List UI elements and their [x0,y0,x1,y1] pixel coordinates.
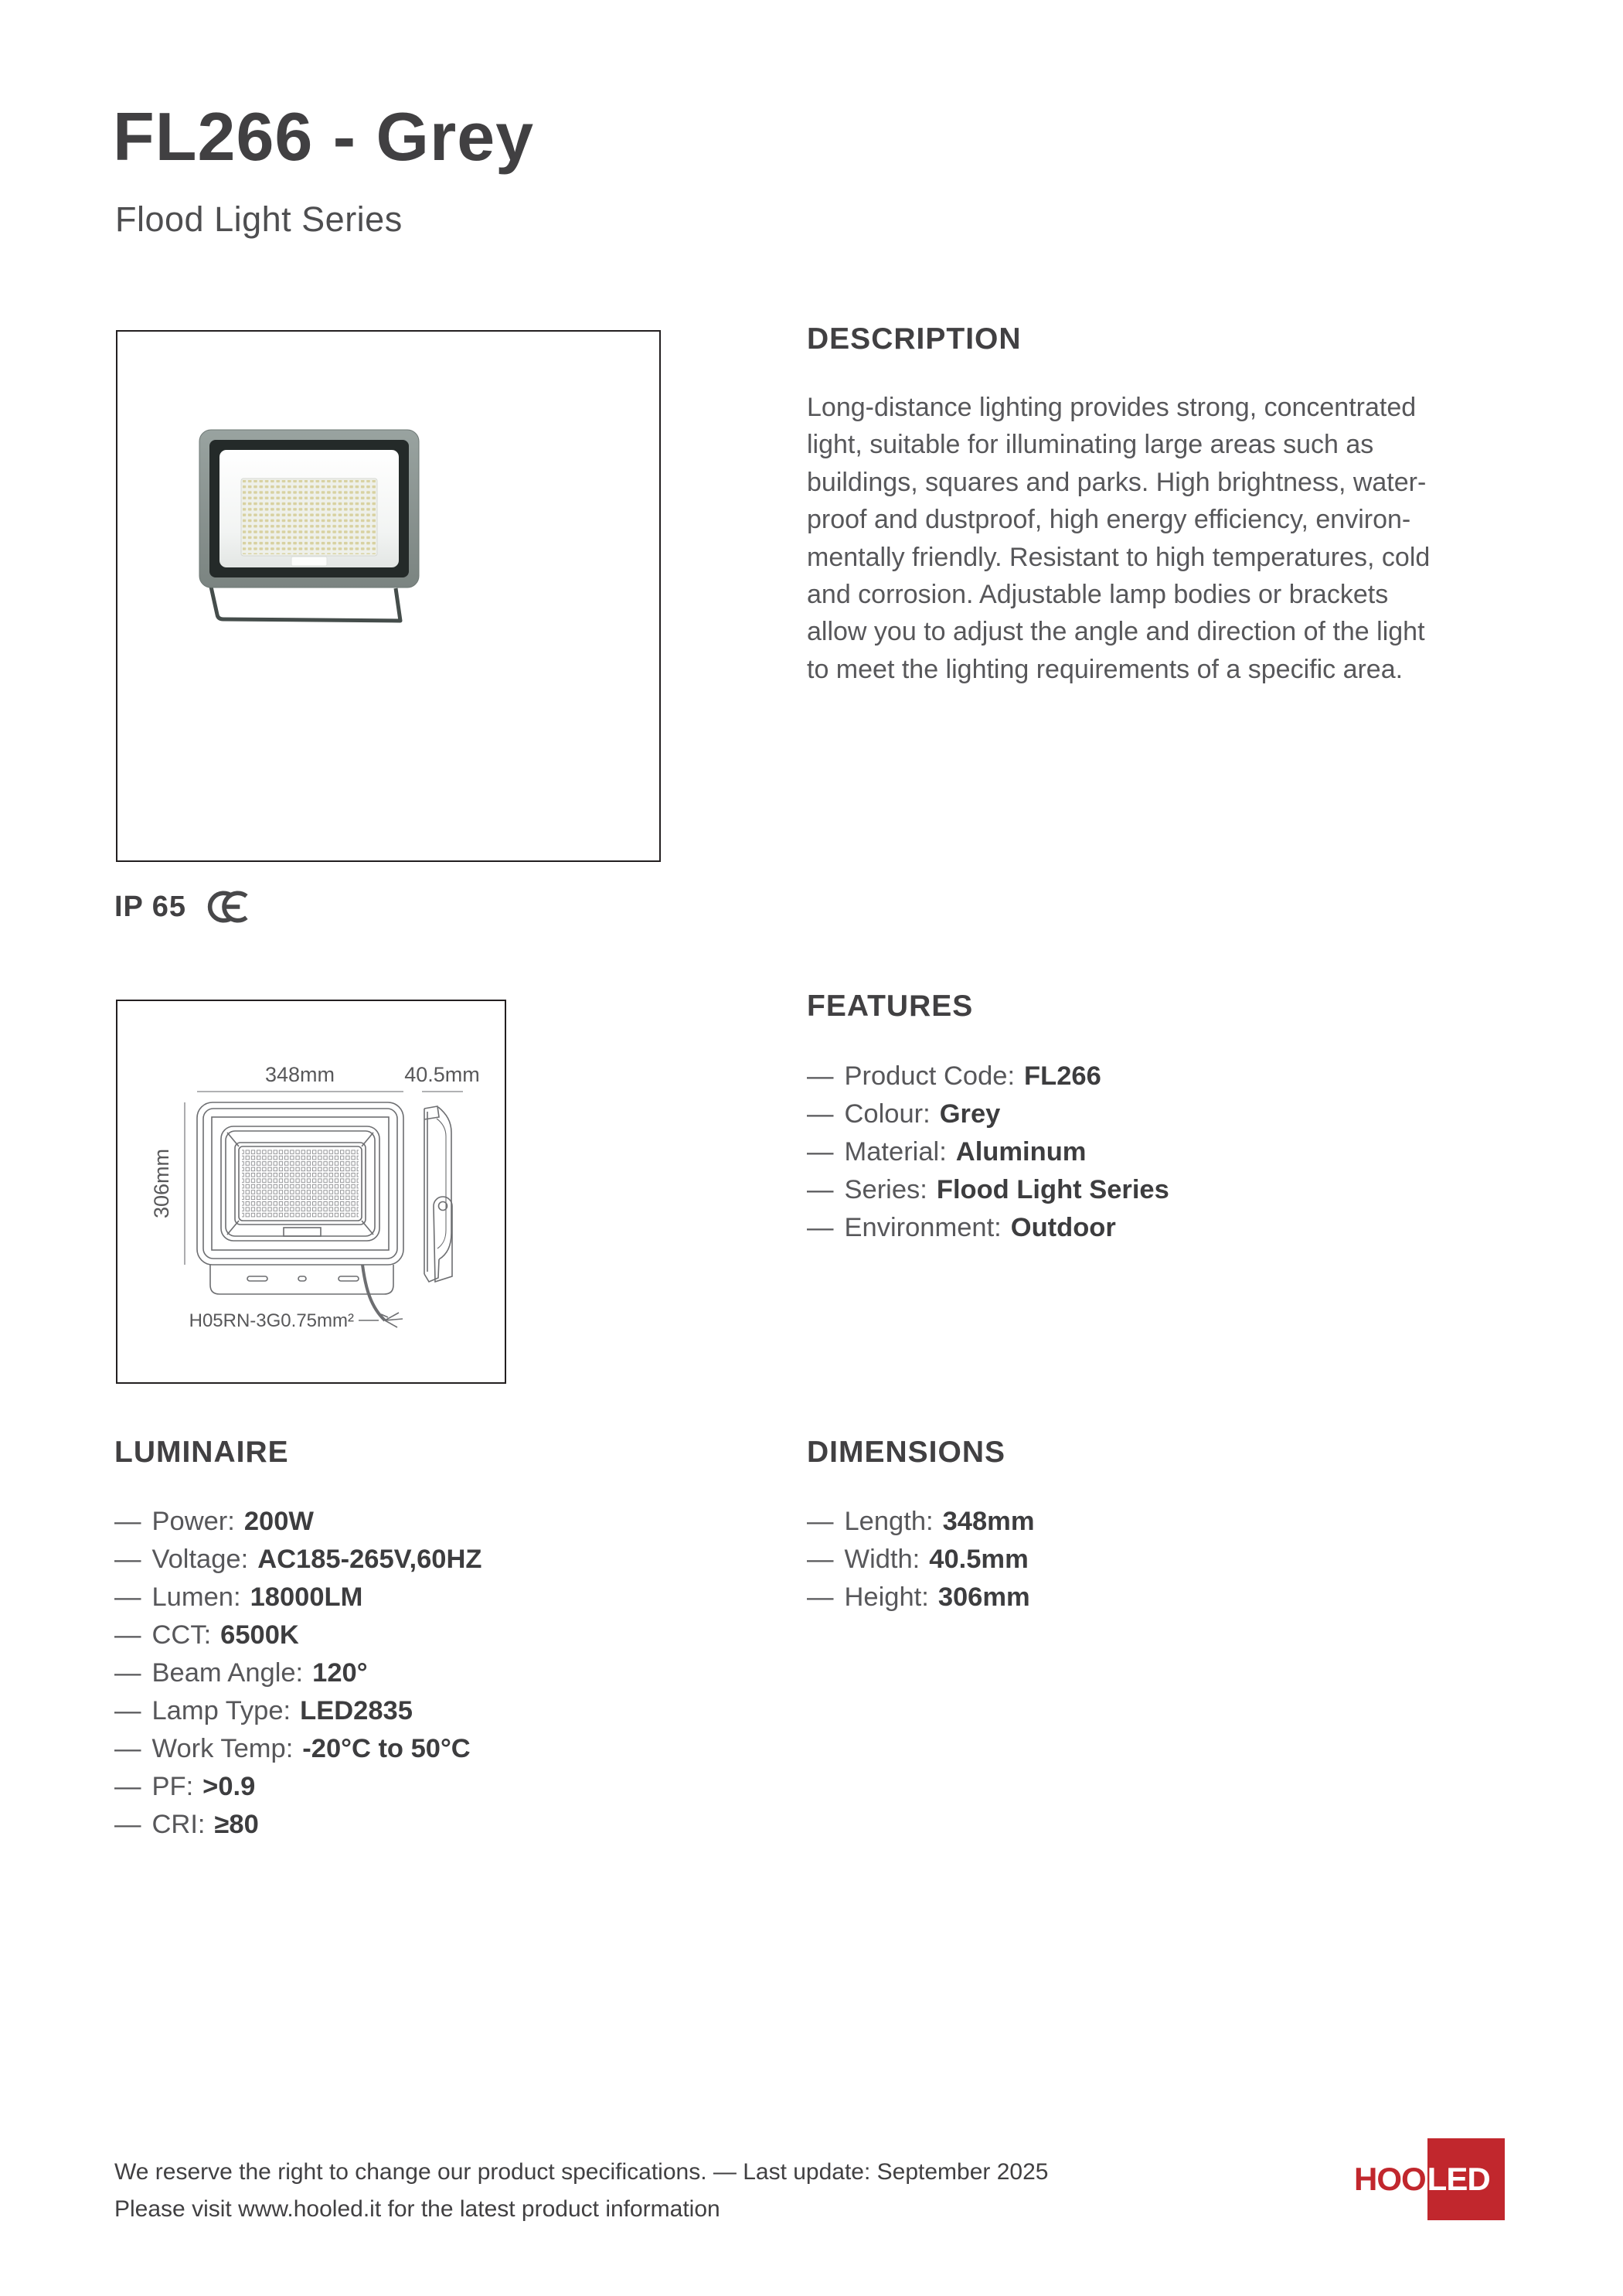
technical-drawing-box [116,1000,506,1384]
feature-item: — Colour: Grey [807,1099,1001,1129]
panel-notch [291,557,327,566]
led-grid-drawing [242,1150,359,1218]
feature-item: — Material: Aluminum [807,1137,1087,1167]
footer-disclaimer [114,2154,1048,2228]
ce-mark-icon [206,891,255,923]
hooled-logo [1354,2138,1505,2220]
description-line: mentally friendly. Resistant to high temperatures, cold [807,542,1431,572]
description-line: to meet the lighting requirements of a specific area. [807,654,1404,684]
product-photo [117,332,659,860]
luminaire-item: — Beam Angle: 120° [114,1658,368,1688]
luminaire-item: — Work Temp: -20°C to 50°C [114,1734,471,1763]
luminaire-item: — Voltage: AC185-265V,60HZ [114,1545,482,1574]
description-line: allow you to adjust the angle and direction of the light [807,617,1425,647]
description-line: buildings, squares and parks. High brightness, water- [807,467,1427,497]
dimension-item: — Width: 40.5mm [807,1545,1029,1574]
luminaire-item: — PF: >0.9 [114,1772,256,1801]
luminaire-list [114,1503,481,1844]
feature-item: — Product Code: FL266 [807,1061,1101,1091]
hooled-logo-text: HOO [1354,2161,1426,2197]
side-view [424,1106,452,1282]
feature-item: — Environment: Outdoor [807,1213,1116,1242]
product-photo-box [116,330,661,862]
feature-item: — Series: Flood Light Series [807,1175,1169,1204]
description-line: proof and dustproof, high energy efficiency, environ- [807,505,1411,535]
luminaire-heading: LUMINAIRE [114,1436,289,1469]
dimension-item: — Height: 306mm [807,1582,1030,1612]
luminaire-item: — Lamp Type: LED2835 [114,1696,413,1725]
page-subtitle: Flood Light Series [115,199,403,239]
length-dimension-label: 348mm [264,1063,335,1086]
certifications-row [114,887,255,926]
width-dimension-label: 40.5mm [404,1063,480,1086]
luminaire-item: — Lumen: 18000LM [114,1582,363,1612]
footer-line-2: Please visit www.hooled.it for the latest product information [114,2196,720,2222]
dimensions-heading: DIMENSIONS [807,1436,1006,1469]
cable-spec-label: H05RN-3G0.75mm² [189,1310,354,1331]
floodlight-photo [199,430,419,621]
ip-rating-label: IP 65 [114,890,187,923]
description-line: Long-distance lighting provides strong, concentrated [807,393,1417,422]
led-panel-divider [308,480,310,554]
luminaire-item: — Power: 200W [114,1507,314,1536]
dimensions-list [807,1503,1035,1616]
height-dimension-label: 306mm [150,1148,173,1219]
mounting-bracket [211,587,400,621]
footer-line-1: We reserve the right to change our product specifications. — Last update: September 2025 [114,2159,1049,2185]
description-line: and corrosion. Adjustable lamp bodies or brackets [807,580,1389,610]
luminaire-item: — CCT: 6500K [114,1620,299,1650]
power-cable-drawing [362,1265,385,1320]
front-view [197,1102,403,1327]
features-heading: FEATURES [807,990,974,1023]
hooled-logo-led-text: LED [1427,2161,1490,2197]
description-body [807,389,1541,688]
hooled-logo-block [1427,2138,1505,2220]
description-heading: DESCRIPTION [807,322,1022,356]
luminaire-item: — CRI: ≥80 [114,1810,259,1839]
technical-drawing [117,1001,505,1382]
dimension-item: — Length: 348mm [807,1507,1035,1536]
features-list [807,1058,1169,1247]
description-line: light, suitable for illuminating large areas such as [807,430,1374,460]
page-title: FL266 - Grey [113,98,535,175]
